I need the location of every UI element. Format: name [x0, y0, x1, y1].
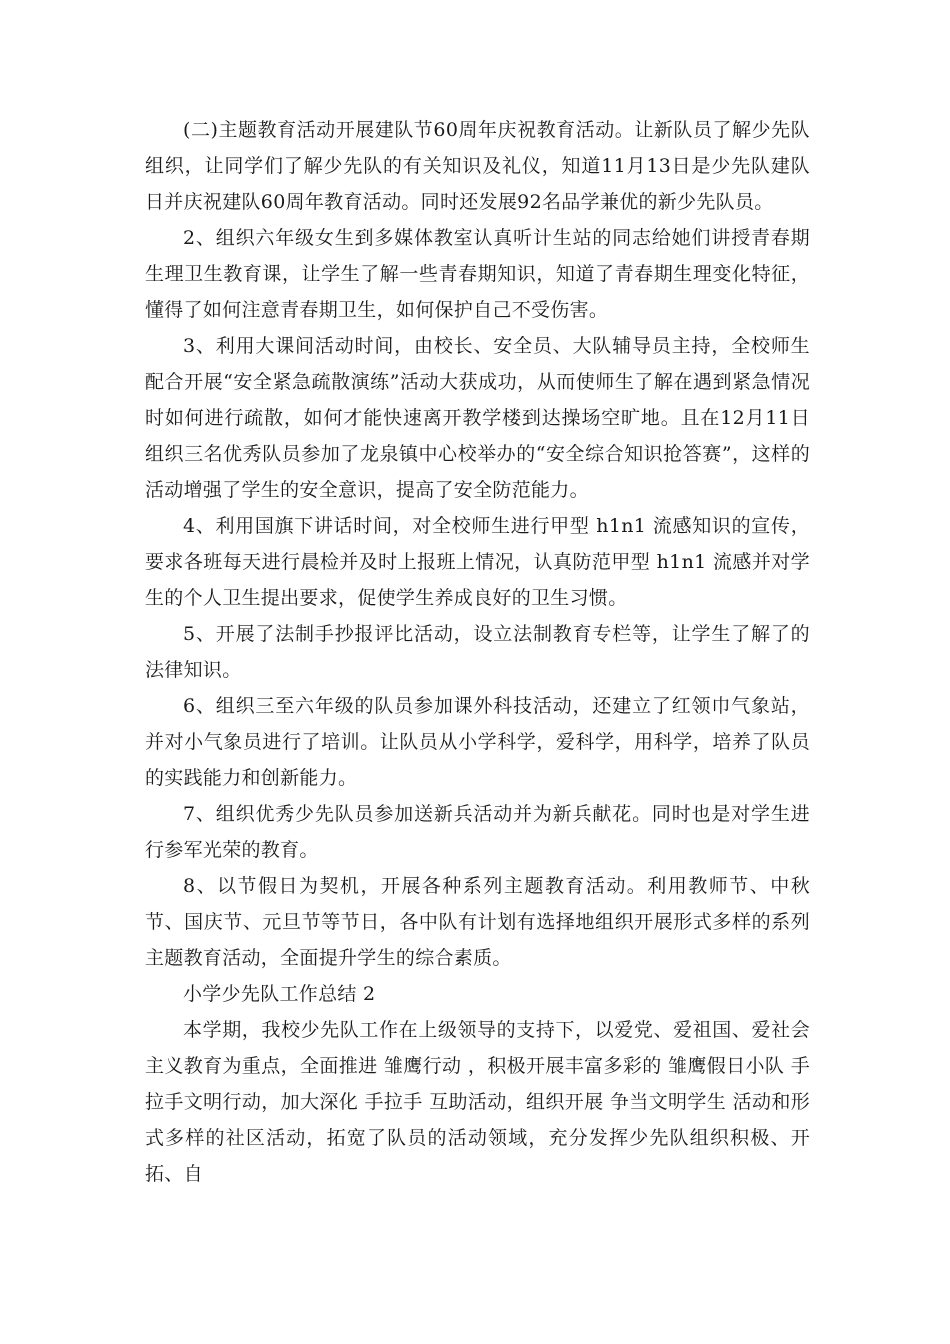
paragraph-item-7: 7、组织优秀少先队员参加送新兵活动并为新兵献花。同时也是对学生进行参军光荣的教育。: [145, 803, 810, 861]
paragraph-item-3: 3、利用大课间活动时间，由校长、安全员、大队辅导员主持，全校师生配合开展“安全紧急疏散演练”活动大获成功，从而使师生了解在遇到紧急情况时如何进行疏散，如何才能快速离开教学楼到达操场空旷地。且在12月11日组织三名优秀队员参加了龙泉镇中心校举办的“安全综合知识抢答赛”，这样的活动增强了学生的安全意识，提高了安全防范能力。: [145, 335, 810, 501]
section-heading: 小学少先队工作总结 2: [183, 983, 376, 1005]
paragraph-theme-education: (二)主题教育活动开展建队节60周年庆祝教育活动。让新队员了解少先队组织，让同学们了解少先队的有关知识及礼仪，知道11月13日是少先队建队日并庆祝建队60周年教育活动。同时还发展92名品学兼优的新少先队员。: [145, 119, 810, 213]
paragraph-item-4: 4、利用国旗下讲话时间，对全校师生进行甲型 h1n1 流感知识的宣传，要求各班每天进行晨检并及时上报班上情况，认真防范甲型 h1n1 流感并对学生的个人卫生提出要求，促使学生养成良好的卫生习惯。: [145, 515, 810, 609]
paragraph-item-5: 5、开展了法制手抄报评比活动，设立法制教育专栏等，让学生了解了的法律知识。: [145, 623, 810, 681]
paragraph-item-2: 2、组织六年级女生到多媒体教室认真听计生站的同志给她们讲授青春期生理卫生教育课，让学生了解一些青春期知识，知道了青春期生理变化特征，懂得了如何注意青春期卫生，如何保护自己不受伤害。: [145, 227, 810, 321]
paragraph-item-8: 8、以节假日为契机，开展各种系列主题教育活动。利用教师节、中秋节、国庆节、元旦节等节日，各中队有计划有选择地组织开展形式多样的系列主题教育活动，全面提升学生的综合素质。: [145, 875, 810, 969]
document-body: [145, 112, 810, 1192]
paragraph-item-6: 6、组织三至六年级的队员参加课外科技活动，还建立了红领巾气象站，并对小气象员进行了培训。让队员从小学科学，爱科学，用科学，培养了队员的实践能力和创新能力。: [145, 695, 810, 789]
paragraph-summary-2-intro: 本学期，我校少先队工作在上级领导的支持下，以爱党、爱祖国、爱社会主义教育为重点，全面推进 雏鹰行动 ，积极开展丰富多彩的 雏鹰假日小队 手拉手文明行动，加大深化 手拉手 互助活动，组织开展 争当文明学生 活动和形式多样的社区活动，拓宽了队员的活动领域，充分发挥少先队组织积极、开拓、自: [145, 1019, 810, 1185]
